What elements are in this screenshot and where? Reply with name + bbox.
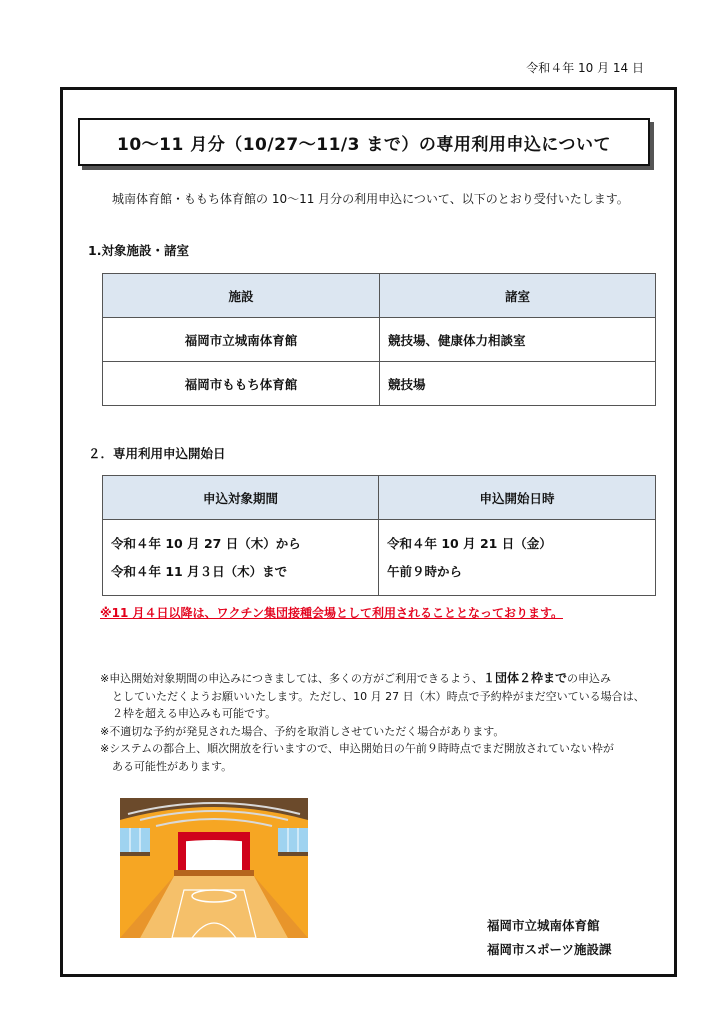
header-period: 申込対象期間	[103, 476, 379, 520]
note-3-line-2: ある可能性があります。	[112, 759, 233, 773]
section2-heading: ２．専用利用申込開始日	[88, 446, 226, 461]
start-date: 令和４年 10 月 21 日（金）	[387, 535, 552, 551]
note-1-line-3: ２枠を超える申込みも可能です。	[112, 707, 277, 720]
table-header-row	[103, 274, 656, 318]
facility-name: 福岡市立城南体育館	[103, 318, 380, 362]
intro-text: 城南体育館・ももち体育館の 10～11 月分の利用申込について、以下のとおり受付いたします。	[112, 192, 629, 206]
facility-name: 福岡市ももち体育館	[103, 362, 380, 406]
facility-rooms: 競技場、健康体力相談室	[380, 318, 656, 362]
vaccination-warning: ※11 月４日以降は、ワクチン集団接種会場として利用されることとなっております。	[100, 606, 563, 620]
header-start: 申込開始日時	[379, 476, 656, 520]
facility-rooms: 競技場	[380, 362, 656, 406]
note-2: ※不適切な予約が発見された場合、予約を取消しさせていただく場合があります。	[100, 724, 505, 738]
facilities-table	[102, 273, 656, 406]
signature-line-1: 福岡市立城南体育館	[487, 918, 600, 933]
table-row	[103, 362, 656, 406]
note-text: ※申込開始対象期間の申込みにつきましては、多くの方がご利用できるよう、	[100, 672, 483, 685]
note-1-line-2: としていただくようお願いいたします。ただし、10 月 27 日（木）時点で予約枠がまだ空いている場合は、	[112, 689, 645, 703]
application-period-cell	[103, 520, 379, 596]
signature-line-2: 福岡市スポーツ施設課	[487, 942, 612, 957]
note-text: の申込み	[567, 672, 612, 685]
note-3-line-1: ※システムの都合上、順次開放を行いますので、申込開始日の午前９時時点でまだ開放されていない枠が	[100, 742, 614, 755]
period-from: 令和４年 10 月 27 日（木）から	[111, 536, 301, 551]
notice-title: 10～11 月分（10/27～11/3 まで）の専用利用申込について	[78, 118, 650, 166]
header-facility: 施設	[103, 274, 380, 318]
application-start-cell	[379, 520, 656, 596]
note-emphasis: １団体２枠まで	[483, 671, 568, 685]
signature-block	[487, 914, 612, 962]
section1-heading: 1.対象施設・諸室	[88, 243, 189, 258]
table-row	[103, 520, 656, 596]
note-1-line-1	[100, 670, 660, 688]
header-rooms: 諸室	[380, 274, 656, 318]
table-row	[103, 318, 656, 362]
gymnasium-illustration	[120, 798, 308, 938]
application-schedule-table	[102, 475, 656, 596]
notes-block	[100, 670, 660, 775]
issue-date: 令和４年 10 月 14 日	[526, 61, 644, 75]
start-time: 午前９時から	[387, 563, 463, 579]
period-to: 令和４年 11 月３日（木）まで	[111, 564, 288, 579]
table-header-row	[103, 476, 656, 520]
